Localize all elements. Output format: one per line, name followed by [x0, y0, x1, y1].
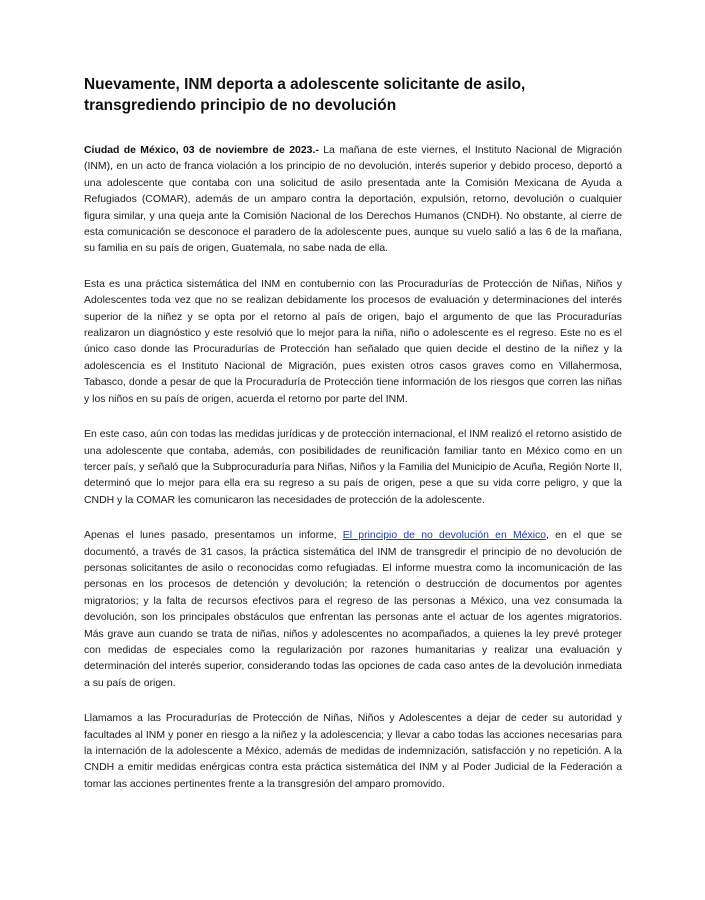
paragraph-4-after: , en el que se documentó, a través de 31 casos, la práctica sistemática del INM de transgredir el principio de no devolución de personas solicitantes de asilo o reconocidas como refugiadas. El informe muestra como la incomunicación de las personas en los procesos de detención y devolución; la retención o destrucción de documentos por agentes migratorios; y la falta de recursos efectivos para el regreso de las personas a México, una vez consumada la devolución, son los principales obstáculos que enfrentan las personas ante el actuar de los agentes migratorios. Más grave aun cuando se trata de niñas, niños y adolescentes no acompañados, a quienes la ley prevé proteger con medidas de especiales como la regularización por razones humanitarias y realizar una evaluación y determinación del interés superior, considerando todas las opciones de cada caso antes de la devolución inmediata a su país de origen.	[84, 530, 622, 689]
dateline: Ciudad de México, 03 de noviembre de 2023.-	[84, 145, 319, 156]
document-title: Nuevamente, INM deporta a adolescente solicitante de asilo, transgrediendo principio de no devolución	[84, 76, 526, 114]
document-page	[84, 74, 622, 812]
report-link[interactable]: El principio de no devolución en México	[342, 530, 547, 542]
paragraph-1	[84, 143, 622, 258]
paragraph-3: En este caso, aún con todas las medidas jurídicas y de protección internacional, el INM realizó el retorno asistido de una adolescente que contaba, además, con posibilidades de reunificación familiar tanto en México como en un tercer país, y señaló que la Subprocuraduría para Niñas, Niños y la Familia del Municipio de Acuña, Región Norte II, determinó que lo mejor para ella era su regreso a su país de origen, pese a que su vida corre peligro, y que la CNDH y la COMAR les comunicaron las necesidades de protección de la adolescente.	[84, 429, 622, 506]
paragraph-5: Llamamos a las Procuradurías de Protección de Niñas, Niños y Adolescentes a dejar de ceder su autoridad y facultades al INM y poner en riesgo a la niñez y la adolescencia; y llevar a cabo todas las acciones necesarias para la internación de la adolescente a México, además de medidas de indemnización, satisfacción y no repetición. A la CNDH a emitir medidas enérgicas contra esta práctica sistemática del INM y al Poder Judicial de la Federación a tomar las acciones pertinentes frente a la transgresión del amparo promovido.	[84, 713, 622, 790]
paragraph-1-text: La mañana de este viernes, el Instituto Nacional de Migración (INM), en un acto de franca violación a los principio de no devolución, interés superior y debido proceso, deportó a una adolescente que contaba con una solicitud de asilo presentada ante la Comisión Mexicana de Ayuda a Refugiados (COMAR), además de un amparo contra la deportación, expulsión, retorno, devolución o cualquier figura similar, y una queja ante la Comisión Nacional de los Derechos Humanos (CNDH). No obstante, al cierre de esta comunicación se desconoce el paradero de la adolescente pues, aunque su vuelo salió a las 6 de la mañana, su familia en su país de origen, Guatemala, no sabe nada de ella.	[84, 145, 622, 255]
paragraph-4-before: Apenas el lunes pasado, presentamos un informe,	[84, 530, 343, 542]
paragraph-2: Esta es una práctica sistemática del INM en contubernio con las Procuradurías de Protección de Niñas, Niños y Adolescentes toda vez que no se realizan debidamente los procesos de evaluación y determinaciones del interés superior de la niñez y se opta por el retorno al país de origen, bajo el argumento de que las Procuradurías realizaron un diagnóstico y este resolvió que lo mejor para la niña, niño o adolescente es el regreso. Este no es el único caso donde las Procuradurías de Protección han señalado que quien decide el destino de la niñez y la adolescencia es el Instituto Nacional de Migración, pues existen otros casos graves como en Villahermosa, Tabasco, donde a pesar de que la Procuraduría de Protección tiene información de los riesgos que corren las niñas y los niños en su país de origen, acuerda el retorno por parte del INM.	[84, 278, 622, 405]
paragraph-4	[84, 528, 622, 692]
